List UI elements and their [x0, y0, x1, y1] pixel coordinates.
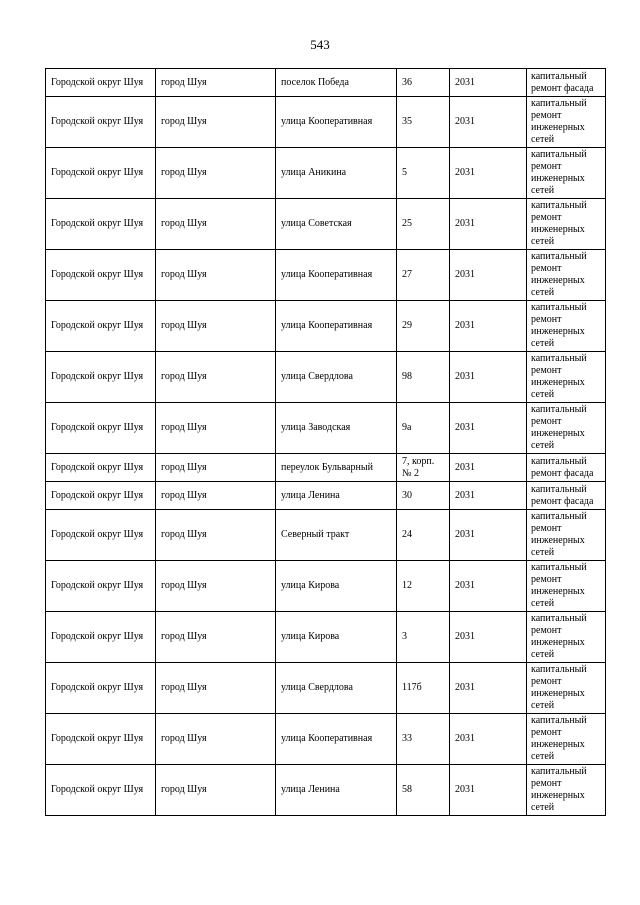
page-number: 543	[310, 37, 330, 52]
city-text: город Шуя	[161, 580, 207, 591]
work-type-cell	[527, 510, 606, 561]
street-text: Северный тракт	[281, 529, 350, 540]
year-text: 2031	[455, 116, 475, 127]
street-text: улица Свердлова	[281, 682, 353, 693]
district-text: Городской округ Шуя	[51, 580, 144, 591]
work-type-text: капитальный ремонт фасада	[531, 455, 594, 479]
city-cell	[156, 454, 276, 482]
work-type-cell	[527, 765, 606, 816]
street-cell	[276, 148, 397, 199]
house-text: 35	[402, 116, 412, 127]
house-cell	[397, 714, 450, 765]
table-row	[46, 69, 606, 97]
house-text: 27	[402, 269, 412, 280]
street-text: улица Кооперативная	[281, 116, 373, 127]
work-type-cell	[527, 199, 606, 250]
table-body	[46, 69, 606, 816]
house-text: 12	[402, 580, 412, 591]
street-text: улица Ленина	[281, 784, 340, 795]
work-type-cell	[527, 148, 606, 199]
house-text: 24	[402, 529, 412, 540]
year-text: 2031	[455, 461, 475, 473]
city-cell	[156, 765, 276, 816]
work-type-text: капитальный ремонт инженерных сетей	[531, 302, 587, 349]
city-cell	[156, 403, 276, 454]
work-type-cell	[527, 403, 606, 454]
year-text: 2031	[455, 489, 475, 501]
house-cell	[397, 663, 450, 714]
work-type-cell	[527, 352, 606, 403]
house-text: 117б	[402, 682, 422, 693]
district-text: Городской округ Шуя	[51, 784, 144, 795]
district-cell	[46, 510, 156, 561]
year-text: 2031	[455, 269, 475, 280]
city-cell	[156, 561, 276, 612]
year-cell	[450, 663, 527, 714]
year-text: 2031	[455, 218, 475, 229]
house-text: 7, корп. № 2	[402, 455, 435, 479]
work-type-cell	[527, 714, 606, 765]
year-cell	[450, 612, 527, 663]
district-cell	[46, 714, 156, 765]
work-type-cell	[527, 663, 606, 714]
street-text: переулок Бульварный	[281, 461, 373, 473]
district-text: Городской округ Шуя	[51, 371, 144, 382]
table-row	[46, 352, 606, 403]
city-text: город Шуя	[161, 461, 207, 473]
district-text: Городской округ Шуя	[51, 489, 144, 501]
year-cell	[450, 714, 527, 765]
year-text: 2031	[455, 580, 475, 591]
year-cell	[450, 148, 527, 199]
city-text: город Шуя	[161, 682, 207, 693]
repair-schedule-table	[45, 68, 606, 816]
house-text: 58	[402, 784, 412, 795]
street-text: улица Ленина	[281, 489, 340, 501]
work-type-text: капитальный ремонт инженерных сетей	[531, 251, 587, 298]
table-row	[46, 403, 606, 454]
district-cell	[46, 250, 156, 301]
district-cell	[46, 765, 156, 816]
street-cell	[276, 454, 397, 482]
table-row	[46, 714, 606, 765]
city-text: город Шуя	[161, 320, 207, 331]
year-cell	[450, 482, 527, 510]
house-text: 9а	[402, 422, 412, 433]
city-cell	[156, 482, 276, 510]
year-text: 2031	[455, 371, 475, 382]
street-cell	[276, 403, 397, 454]
city-cell	[156, 663, 276, 714]
district-cell	[46, 301, 156, 352]
table-row	[46, 454, 606, 482]
house-text: 98	[402, 371, 412, 382]
street-cell	[276, 510, 397, 561]
work-type-cell	[527, 561, 606, 612]
table-row	[46, 199, 606, 250]
work-type-cell	[527, 482, 606, 510]
table-row	[46, 561, 606, 612]
work-type-cell	[527, 69, 606, 97]
street-cell	[276, 352, 397, 403]
house-cell	[397, 352, 450, 403]
house-cell	[397, 561, 450, 612]
city-cell	[156, 148, 276, 199]
work-type-text: капитальный ремонт инженерных сетей	[531, 98, 587, 145]
work-type-text: капитальный ремонт инженерных сетей	[531, 353, 587, 400]
year-text: 2031	[455, 631, 475, 642]
street-cell	[276, 69, 397, 97]
street-text: улица Кирова	[281, 631, 340, 642]
street-cell	[276, 250, 397, 301]
city-cell	[156, 301, 276, 352]
street-cell	[276, 561, 397, 612]
work-type-text: капитальный ремонт инженерных сетей	[531, 664, 587, 711]
work-type-cell	[527, 301, 606, 352]
house-cell	[397, 454, 450, 482]
street-cell	[276, 301, 397, 352]
house-text: 5	[402, 167, 407, 178]
street-cell	[276, 663, 397, 714]
district-text: Городской округ Шуя	[51, 218, 144, 229]
district-cell	[46, 454, 156, 482]
district-cell	[46, 148, 156, 199]
house-cell	[397, 148, 450, 199]
city-text: город Шуя	[161, 631, 207, 642]
house-cell	[397, 250, 450, 301]
city-cell	[156, 97, 276, 148]
district-text: Городской округ Шуя	[51, 461, 144, 473]
city-text: город Шуя	[161, 116, 207, 127]
work-type-text: капитальный ремонт инженерных сетей	[531, 766, 587, 813]
district-cell	[46, 69, 156, 97]
street-text: улица Аникина	[281, 167, 347, 178]
street-text: улица Кооперативная	[281, 269, 373, 280]
table-row	[46, 250, 606, 301]
house-text: 30	[402, 489, 412, 501]
city-cell	[156, 510, 276, 561]
city-text: город Шуя	[161, 269, 207, 280]
table-row	[46, 612, 606, 663]
city-text: город Шуя	[161, 489, 207, 501]
work-type-text: капитальный ремонт инженерных сетей	[531, 715, 587, 762]
city-cell	[156, 250, 276, 301]
year-text: 2031	[455, 422, 475, 433]
street-text: улица Кооперативная	[281, 733, 373, 744]
street-text: улица Заводская	[281, 422, 351, 433]
street-text: улица Кооперативная	[281, 320, 373, 331]
work-type-text: капитальный ремонт инженерных сетей	[531, 511, 587, 558]
house-cell	[397, 510, 450, 561]
year-cell	[450, 352, 527, 403]
city-text: город Шуя	[161, 371, 207, 382]
work-type-cell	[527, 612, 606, 663]
year-text: 2031	[455, 167, 475, 178]
district-cell	[46, 97, 156, 148]
year-text: 2031	[455, 76, 475, 88]
district-cell	[46, 612, 156, 663]
city-cell	[156, 69, 276, 97]
work-type-text: капитальный ремонт инженерных сетей	[531, 149, 587, 196]
table-row	[46, 301, 606, 352]
house-cell	[397, 69, 450, 97]
work-type-cell	[527, 250, 606, 301]
street-cell	[276, 612, 397, 663]
house-cell	[397, 199, 450, 250]
work-type-text: капитальный ремонт инженерных сетей	[531, 613, 587, 660]
year-text: 2031	[455, 682, 475, 693]
street-text: поселок Победа	[281, 76, 349, 88]
house-text: 33	[402, 733, 412, 744]
city-cell	[156, 714, 276, 765]
house-text: 36	[402, 76, 412, 88]
year-cell	[450, 199, 527, 250]
year-cell	[450, 765, 527, 816]
street-text: улица Свердлова	[281, 371, 353, 382]
house-cell	[397, 403, 450, 454]
city-text: город Шуя	[161, 218, 207, 229]
work-type-text: капитальный ремонт инженерных сетей	[531, 200, 587, 247]
table-row	[46, 482, 606, 510]
work-type-cell	[527, 97, 606, 148]
city-text: город Шуя	[161, 529, 207, 540]
street-cell	[276, 199, 397, 250]
district-text: Городской округ Шуя	[51, 269, 144, 280]
table-row	[46, 663, 606, 714]
district-text: Городской округ Шуя	[51, 733, 144, 744]
year-cell	[450, 403, 527, 454]
work-type-text: капитальный ремонт инженерных сетей	[531, 404, 587, 451]
district-cell	[46, 199, 156, 250]
year-cell	[450, 69, 527, 97]
house-cell	[397, 97, 450, 148]
district-text: Городской округ Шуя	[51, 529, 144, 540]
year-cell	[450, 510, 527, 561]
district-cell	[46, 352, 156, 403]
city-cell	[156, 352, 276, 403]
house-cell	[397, 482, 450, 510]
district-text: Городской округ Шуя	[51, 320, 144, 331]
district-cell	[46, 482, 156, 510]
street-cell	[276, 97, 397, 148]
work-type-cell	[527, 454, 606, 482]
work-type-text: капитальный ремонт фасада	[531, 70, 594, 94]
street-text: улица Советская	[281, 218, 352, 229]
house-text: 25	[402, 218, 412, 229]
year-text: 2031	[455, 784, 475, 795]
street-cell	[276, 765, 397, 816]
street-cell	[276, 482, 397, 510]
table-row	[46, 148, 606, 199]
year-cell	[450, 561, 527, 612]
house-cell	[397, 612, 450, 663]
district-text: Городской округ Шуя	[51, 682, 144, 693]
district-text: Городской округ Шуя	[51, 116, 144, 127]
house-cell	[397, 765, 450, 816]
city-text: город Шуя	[161, 167, 207, 178]
work-type-text: капитальный ремонт инженерных сетей	[531, 562, 587, 609]
city-cell	[156, 199, 276, 250]
district-cell	[46, 663, 156, 714]
district-text: Городской округ Шуя	[51, 631, 144, 642]
year-cell	[450, 97, 527, 148]
district-cell	[46, 561, 156, 612]
city-cell	[156, 612, 276, 663]
house-text: 29	[402, 320, 412, 331]
district-text: Городской округ Шуя	[51, 76, 144, 88]
house-cell	[397, 301, 450, 352]
table-row	[46, 97, 606, 148]
city-text: город Шуя	[161, 422, 207, 433]
year-cell	[450, 301, 527, 352]
district-cell	[46, 403, 156, 454]
district-text: Городской округ Шуя	[51, 422, 144, 433]
district-text: Городской округ Шуя	[51, 167, 144, 178]
house-text: 3	[402, 631, 407, 642]
city-text: город Шуя	[161, 784, 207, 795]
year-text: 2031	[455, 529, 475, 540]
year-cell	[450, 250, 527, 301]
table-row	[46, 765, 606, 816]
street-cell	[276, 714, 397, 765]
work-type-text: капитальный ремонт фасада	[531, 483, 594, 507]
city-text: город Шуя	[161, 76, 207, 88]
table-row	[46, 510, 606, 561]
year-text: 2031	[455, 733, 475, 744]
city-text: город Шуя	[161, 733, 207, 744]
street-text: улица Кирова	[281, 580, 340, 591]
year-text: 2031	[455, 320, 475, 331]
year-cell	[450, 454, 527, 482]
